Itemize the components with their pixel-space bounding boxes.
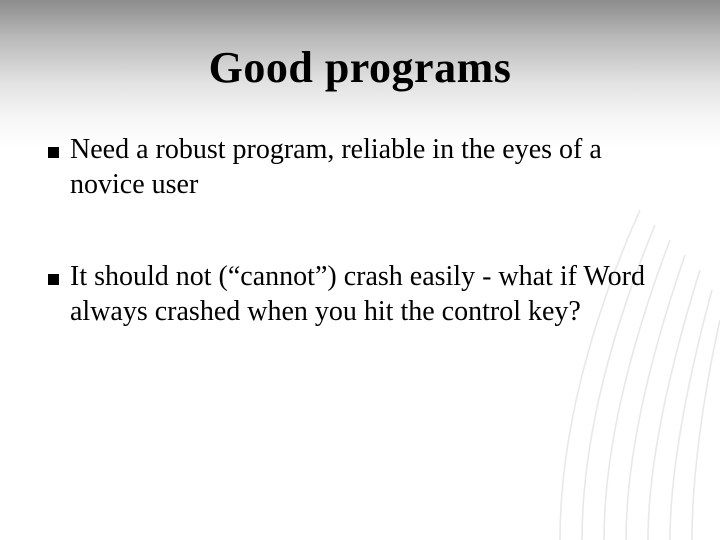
bullet-list	[44, 132, 674, 329]
bullet-item	[44, 259, 674, 329]
bullet-text: Need a robust program, reliable in the eyes of a novice user	[70, 134, 602, 200]
bullet-text: It should not (“cannot”) crash easily - what if Word always crashed when you hit the control key?	[70, 261, 645, 327]
square-bullet-icon	[48, 274, 59, 285]
slide-title: Good programs	[208, 43, 512, 92]
square-bullet-icon	[48, 147, 59, 158]
bullet-item	[44, 132, 674, 202]
